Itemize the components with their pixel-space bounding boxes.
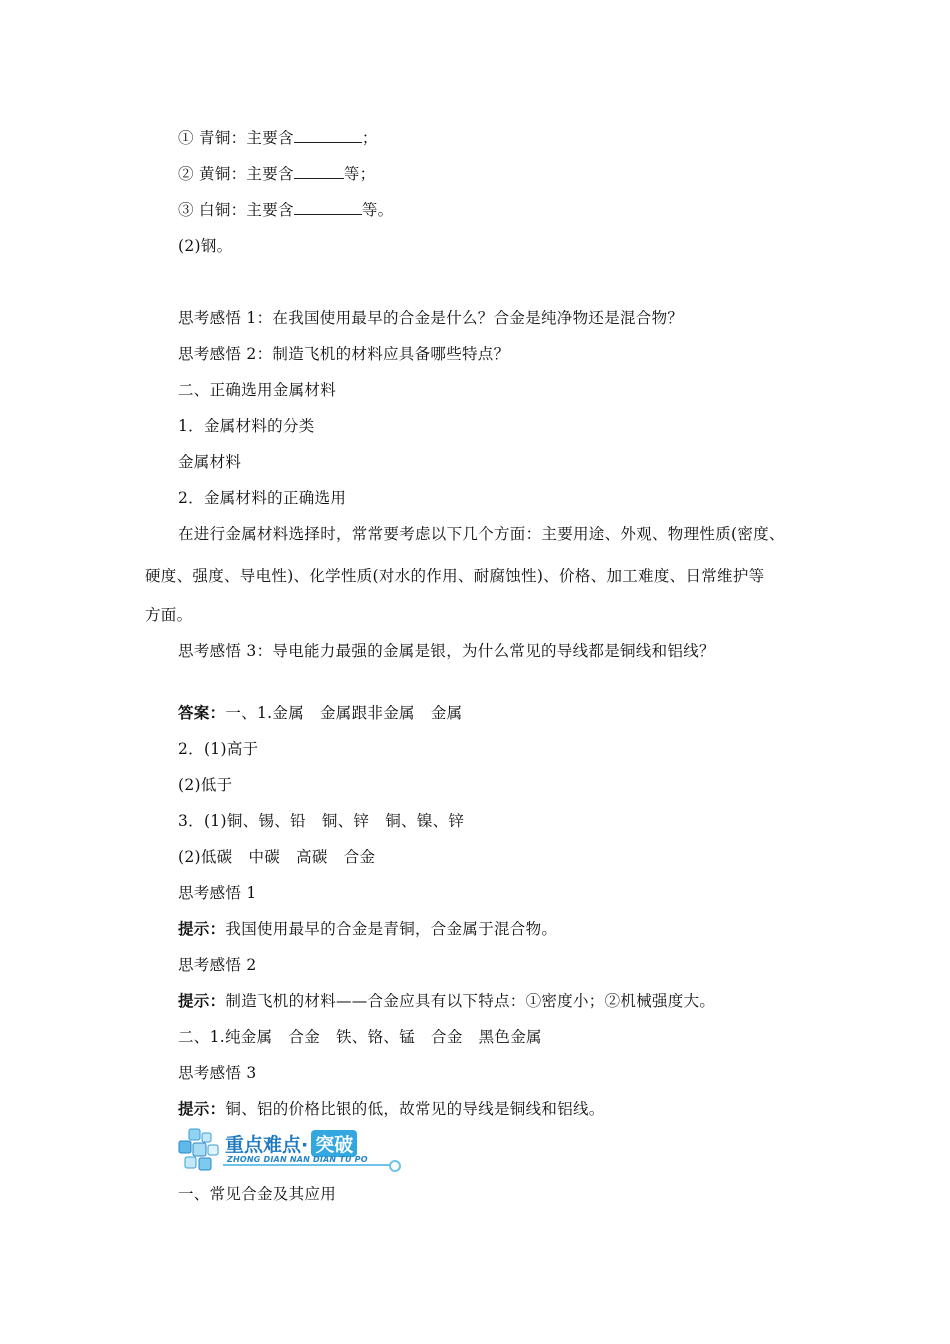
answer-text: 铜、锌 bbox=[321, 812, 370, 830]
think1-title: 思考感悟 1 bbox=[178, 884, 257, 902]
answer-text: 一、1.金属 bbox=[225, 704, 304, 722]
paragraph-line-2: 硬度、强度、导电性)、化学性质(对水的作用、耐腐蚀性)、价格、加工难度、日常维护等 bbox=[145, 567, 765, 585]
paragraph-line-3: 方面。 bbox=[145, 606, 193, 624]
answer-text: 铁、铬、锰 bbox=[336, 1028, 416, 1046]
banner-dot: · bbox=[301, 1134, 309, 1156]
banner-ring bbox=[389, 1160, 401, 1172]
answer-text: 3．(1)铜、锡、铅 bbox=[178, 812, 306, 830]
cupronickel-blank[interactable] bbox=[294, 200, 362, 215]
final-section-heading: 一、常见合金及其应用 bbox=[178, 1185, 337, 1203]
hint-label: 提示： bbox=[178, 1099, 226, 1118]
bronze-blank[interactable] bbox=[294, 128, 362, 143]
cubes-icon bbox=[175, 1127, 225, 1173]
answer-text: 高碳 bbox=[296, 848, 328, 866]
answers-line-1 bbox=[178, 703, 462, 723]
answers-line-3: (2)低于 bbox=[178, 776, 233, 794]
answers-line-2: 2．(1)高于 bbox=[178, 740, 259, 758]
banner-title-text: 重点难点 bbox=[225, 1134, 302, 1156]
answer-text: 中碳 bbox=[248, 848, 281, 866]
metal-materials-label: 金属材料 bbox=[178, 453, 242, 471]
think2-title: 思考感悟 2 bbox=[178, 956, 257, 974]
answer-text: 黑色金属 bbox=[478, 1028, 542, 1046]
answer-text: 金属跟非金属 bbox=[320, 704, 415, 722]
bronze-suffix: ； bbox=[361, 129, 378, 147]
item2-heading: 2．金属材料的正确选用 bbox=[178, 489, 347, 507]
answer-text: 金属 bbox=[430, 704, 463, 722]
bronze-line bbox=[178, 128, 378, 148]
think2-question: 思考感悟 2：制造飞机的材料应具备哪些特点？ bbox=[178, 345, 510, 363]
answer-text: (2)低碳 bbox=[178, 848, 233, 866]
hint-text: 制造飞机的材料——合金应具有以下特点：①密度小；②机械强度大。 bbox=[225, 992, 716, 1010]
answer-text: 合金 bbox=[431, 1028, 463, 1046]
brass-suffix: 等； bbox=[343, 165, 376, 183]
steel-line: (2)钢。 bbox=[178, 237, 233, 255]
answer-text: 合金 bbox=[343, 848, 376, 866]
brass-blank[interactable] bbox=[294, 164, 344, 179]
cupronickel-label: ③ 白铜：主要含 bbox=[178, 201, 294, 219]
hint-label: 提示： bbox=[178, 991, 226, 1010]
think1-question: 思考感悟 1：在我国使用最早的合金是什么？合金是纯净物还是混合物？ bbox=[178, 309, 684, 327]
cupronickel-line bbox=[178, 200, 393, 220]
answers-part2 bbox=[178, 1027, 542, 1047]
think1-hint bbox=[178, 919, 557, 939]
answer-text: 二、1.纯金属 bbox=[178, 1028, 273, 1046]
brass-label: ② 黄铜：主要含 bbox=[178, 165, 294, 183]
hint-text: 我国使用最早的合金是青铜，合金属于混合物。 bbox=[225, 920, 558, 938]
hint-label: 提示： bbox=[178, 919, 226, 938]
think3-question: 思考感悟 3：导电能力最强的金属是银，为什么常见的导线都是铜线和铝线？ bbox=[178, 642, 715, 660]
banner-title bbox=[225, 1130, 357, 1157]
answers-line-5 bbox=[178, 847, 375, 867]
answers-label: 答案： bbox=[178, 703, 226, 722]
bronze-label: ① 青铜：主要含 bbox=[178, 129, 294, 147]
think2-hint bbox=[178, 991, 715, 1011]
banner-rule bbox=[223, 1164, 393, 1166]
answer-text: 合金 bbox=[288, 1028, 320, 1046]
think3-hint bbox=[178, 1099, 605, 1119]
think3-title: 思考感悟 3 bbox=[178, 1064, 257, 1082]
item1-heading: 1．金属材料的分类 bbox=[178, 417, 315, 435]
banner-tag: 突破 bbox=[311, 1130, 357, 1157]
answers-line-4 bbox=[178, 811, 464, 831]
key-points-banner bbox=[175, 1127, 400, 1175]
brass-line bbox=[178, 164, 375, 184]
banner-pinyin: ZHONG DIAN NAN DIAN TU PO bbox=[227, 1155, 368, 1164]
answer-text: 铜、镍、锌 bbox=[385, 812, 465, 830]
hint-text: 铜、铝的价格比银的低，故常见的导线是铜线和铝线。 bbox=[225, 1100, 605, 1118]
paragraph-line-1: 在进行金属材料选择时，常常要考虑以下几个方面：主要用途、外观、物理性质(密度、 bbox=[178, 525, 785, 543]
cupronickel-suffix: 等。 bbox=[361, 201, 394, 219]
section2-heading: 二、正确选用金属材料 bbox=[178, 381, 337, 399]
